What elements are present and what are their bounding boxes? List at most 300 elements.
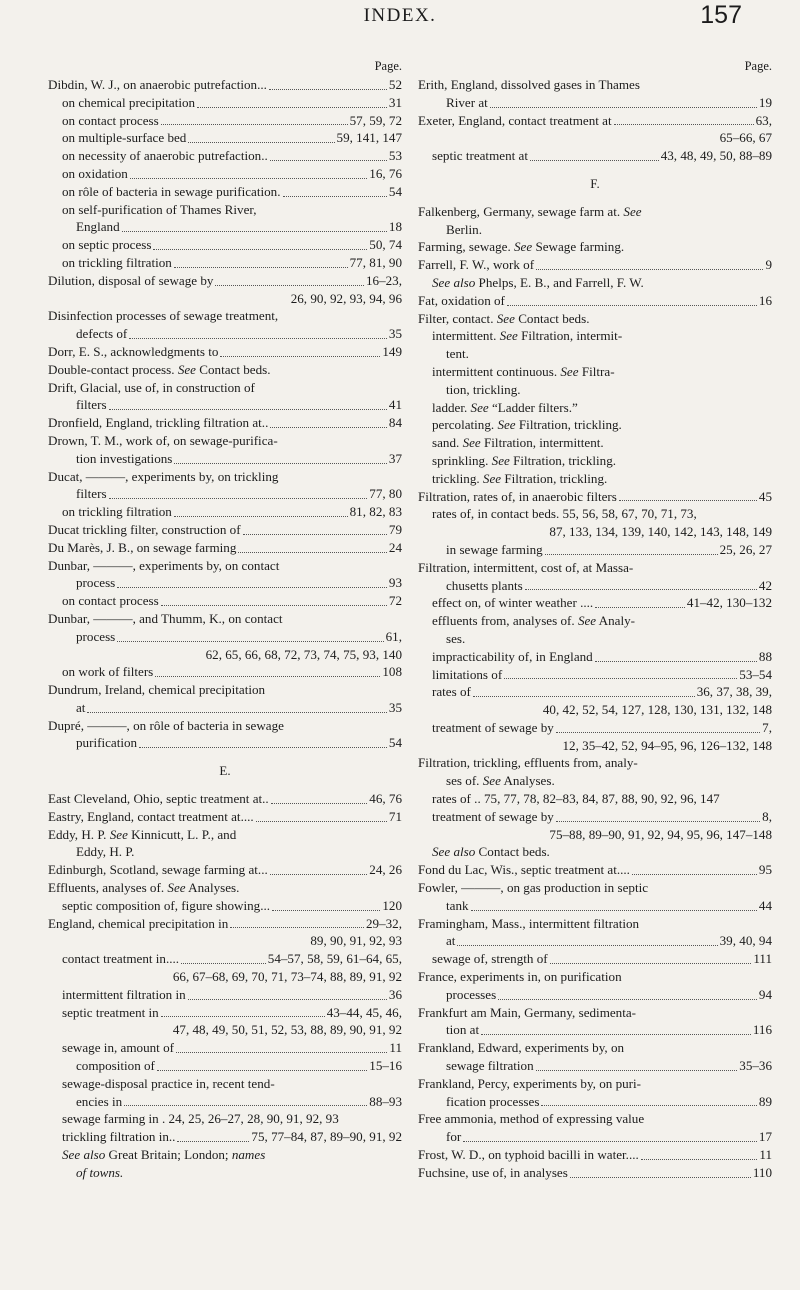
entry-text: Dupré, ———, on rôle of bacteria in sewage <box>48 717 284 733</box>
see-reference: See <box>177 361 196 377</box>
page-refs: 52 <box>388 77 402 92</box>
entry-text: on contact process <box>62 112 159 128</box>
entry-text: Edinburgh, Scotland, sewage farming at... <box>48 862 268 878</box>
section-letter: E. <box>219 763 231 779</box>
page-refs: 41–42, 130–132 <box>686 595 772 611</box>
entry-text: Framingham, Mass., intermittent filtration <box>418 915 640 931</box>
cross-reference-target: Phelps, E. B., and Farrell, F. W. <box>475 274 644 290</box>
index-entry <box>418 1164 772 1182</box>
index-entry <box>48 218 402 236</box>
dot-leader <box>619 499 757 501</box>
entry-text: treatment of sewage by <box>432 719 554 735</box>
index-entry-line <box>418 327 772 345</box>
index-entry-line <box>418 630 772 648</box>
entry-text: Drown, T. M., work of, on sewage-purifica- <box>48 432 278 448</box>
see-reference: See <box>491 452 510 468</box>
dot-leader <box>181 962 266 964</box>
index-entry <box>48 94 402 112</box>
index-entry-line <box>48 1075 402 1093</box>
dot-leader <box>238 551 387 553</box>
page-refs: 57, 59, 72 <box>349 112 402 128</box>
entry-text: percolating. <box>432 417 498 433</box>
page-refs: 37 <box>388 450 402 466</box>
see-also-reference: of towns. <box>76 1164 124 1180</box>
dot-leader <box>271 802 368 804</box>
index-entry-line <box>48 843 402 861</box>
dot-leader <box>243 533 387 535</box>
index-entry-line <box>418 434 772 452</box>
index-entry-line <box>48 610 402 628</box>
entry-text: tank <box>446 897 469 913</box>
index-entry-line <box>418 754 772 772</box>
entry-text: septic composition of, figure showing... <box>62 897 271 913</box>
index-entry <box>48 236 402 254</box>
index-entry <box>48 734 402 752</box>
entry-text: Dundrum, Ireland, chemical precipitation <box>48 682 266 698</box>
entry-text: Fat, oxidation of <box>418 292 505 308</box>
index-entry-line <box>48 1146 402 1164</box>
page-refs-continued: 47, 48, 49, 50, 51, 52, 53, 88, 89, 90, 91, 92 <box>172 1022 402 1038</box>
page-refs-continued: 89, 90, 91, 92, 93 <box>310 933 402 949</box>
dot-leader <box>109 497 368 499</box>
see-reference: See <box>109 826 128 842</box>
entry-text: River at <box>446 94 488 110</box>
page-refs-continued: 40, 42, 52, 54, 127, 128, 130, 131, 132, 148 <box>542 702 772 718</box>
see-reference: See <box>560 363 579 379</box>
page-refs: 54 <box>388 735 402 751</box>
page-refs-continued: 26, 90, 92, 93, 94, 96 <box>290 290 402 306</box>
entry-text: tion investigations <box>76 450 173 466</box>
index-entry <box>418 1093 772 1111</box>
dot-leader <box>139 746 387 748</box>
page-refs: 93 <box>388 575 402 591</box>
entry-text: on self-purification of Thames River, <box>62 201 257 217</box>
page-refs: 54 <box>388 183 402 199</box>
index-entry <box>418 577 772 595</box>
entry-text: sewage in, amount of <box>62 1040 174 1056</box>
index-entry <box>48 414 402 432</box>
index-entry <box>418 1057 772 1075</box>
page-refs-continued: 87, 133, 134, 139, 140, 142, 143, 148, 149 <box>549 524 772 540</box>
entry-text: on multiple-surface bed <box>62 130 187 146</box>
cross-reference-target: Analyses. <box>185 880 240 896</box>
index-column-right <box>418 58 772 1182</box>
entry-text: process <box>76 575 116 591</box>
index-entry <box>418 950 772 968</box>
index-entry-line <box>48 826 402 844</box>
index-entry <box>48 861 402 879</box>
index-entry <box>418 986 772 1004</box>
entry-text: filters <box>76 486 107 502</box>
page-refs: 11 <box>389 1040 402 1056</box>
entry-text: encies in <box>76 1093 123 1109</box>
entry-text: Dronfield, England, trickling filtration at.. <box>48 415 269 431</box>
index-entry-line <box>48 201 402 219</box>
dot-leader <box>570 1176 751 1178</box>
entry-text: Dorr, E. S., acknowledgments to <box>48 343 219 359</box>
entry-text: Ducat, ———, experiments by, on trickling <box>48 468 279 484</box>
index-column-left <box>48 58 402 1182</box>
dot-leader <box>498 998 757 1000</box>
dot-leader <box>220 355 380 357</box>
page-refs: 35–36 <box>739 1058 772 1074</box>
dot-leader <box>269 88 387 90</box>
column-page-label: Page. <box>744 59 772 73</box>
dot-leader <box>536 268 763 270</box>
entry-text: impracticability of, in England <box>432 648 593 664</box>
entry-text: Fond du Lac, Wis., septic treatment at.... <box>418 862 630 878</box>
entry-text: Frankland, Edward, experiments by, on <box>418 1040 625 1056</box>
index-entry-line <box>418 310 772 328</box>
page-refs: 43–44, 45, 46, <box>326 1004 402 1020</box>
dot-leader <box>614 123 754 125</box>
entry-text: England, chemical precipitation in <box>48 915 229 931</box>
page-refs: 15–16 <box>369 1058 402 1074</box>
page-refs: 95 <box>758 862 772 878</box>
dot-leader <box>556 820 760 822</box>
see-reference: See <box>167 880 186 896</box>
see-reference: See <box>514 239 533 255</box>
dot-leader <box>270 159 387 161</box>
entry-text: Berlin. <box>446 221 483 237</box>
entry-text: on rôle of bacteria in sewage purification. <box>62 183 281 199</box>
see-reference: See <box>496 310 515 326</box>
index-entry-line <box>418 76 772 94</box>
entry-text: Dunbar, ———, experiments by, on contact <box>48 557 280 573</box>
index-entry <box>418 719 772 737</box>
index-entry <box>418 256 772 274</box>
index-entry <box>48 1039 402 1057</box>
entry-text: composition of <box>76 1058 155 1074</box>
cross-reference-target: Contact beds. <box>514 310 590 326</box>
dot-leader <box>507 304 757 306</box>
dot-leader <box>283 195 387 197</box>
see-also-reference: See also <box>432 844 476 860</box>
entry-text: Frost, W. D., on typhoid bacilli in water.... <box>418 1147 639 1163</box>
page-refs-continued: 65–66, 67 <box>719 130 772 146</box>
entry-text: sewage-disposal practice in, recent tend- <box>62 1075 275 1091</box>
dot-leader <box>215 284 364 286</box>
entry-text: chusetts plants <box>446 577 523 593</box>
section-letter: F. <box>590 175 600 191</box>
index-entry-line <box>418 274 772 292</box>
see-also-reference: See also <box>432 274 476 290</box>
dot-leader <box>161 604 387 606</box>
index-entry-line <box>418 1075 772 1093</box>
dot-leader <box>256 820 387 822</box>
dot-leader <box>197 106 387 108</box>
index-entry <box>418 541 772 559</box>
dot-leader <box>124 1104 367 1106</box>
page-refs: 46, 76 <box>369 791 402 807</box>
index-entry <box>48 272 402 290</box>
dot-leader <box>157 1069 367 1071</box>
index-entry <box>48 183 402 201</box>
entry-text: Frankland, Percy, experiments by, on puri- <box>418 1075 642 1091</box>
entry-text: ladder. <box>432 399 471 415</box>
entry-text: on trickling filtration <box>62 254 172 270</box>
entry-text: fication processes <box>446 1093 540 1109</box>
dot-leader <box>490 106 757 108</box>
entry-text: Dilution, disposal of sewage by <box>48 272 214 288</box>
entry-text: France, experiments in, on purification <box>418 969 622 985</box>
entry-text: rates of <box>432 684 471 700</box>
dot-leader <box>188 998 387 1000</box>
dot-leader <box>161 1015 325 1017</box>
entry-text: in sewage farming <box>446 541 543 557</box>
index-entry-line <box>48 432 402 450</box>
page-refs-continued: 12, 35–42, 52, 94–95, 96, 126–132, 148 <box>562 737 772 753</box>
page-refs-continued: 62, 65, 66, 68, 72, 73, 74, 75, 93, 140 <box>205 646 402 662</box>
index-entry-line <box>418 221 772 239</box>
see-also-reference: See also <box>62 1147 106 1163</box>
index-entry <box>48 76 402 94</box>
entry-text: trickling filtration in.. <box>62 1129 176 1145</box>
index-entry-line <box>418 381 772 399</box>
index-entry-line <box>418 238 772 256</box>
entry-text: Effluents, analyses of. <box>48 880 168 896</box>
index-entry-line <box>48 1164 402 1182</box>
entry-text: Filtration, trickling, effluents from, analy- <box>418 755 638 771</box>
page-refs-continued: 66, 67–68, 69, 70, 71, 73–74, 88, 89, 91, 92 <box>172 969 402 985</box>
dot-leader <box>471 909 757 911</box>
entry-text: ses. <box>446 630 466 646</box>
entry-text: on work of filters <box>62 664 154 680</box>
page-refs: 54–57, 58, 59, 61–64, 65, <box>267 951 402 967</box>
index-entry <box>48 897 402 915</box>
index-entry <box>48 915 402 933</box>
dot-leader <box>122 230 387 232</box>
dot-leader <box>117 586 387 588</box>
page-refs: 24 <box>388 539 402 555</box>
dot-leader <box>174 515 348 517</box>
index-entry-line <box>48 717 402 735</box>
page-refs: 63, <box>755 112 772 128</box>
page-refs: 8, <box>762 808 772 824</box>
index-entry <box>418 594 772 612</box>
cross-reference-target: Contact beds. <box>475 844 550 860</box>
page-number: 157 <box>700 1 742 29</box>
index-entry-line <box>418 559 772 577</box>
index-entry <box>48 790 402 808</box>
entry-text: on chemical precipitation <box>62 94 196 110</box>
cross-reference-target: Sewage farming. <box>532 239 625 255</box>
index-entry <box>48 1057 402 1075</box>
page-refs: 50, 74 <box>369 237 402 253</box>
page-refs: 18 <box>388 219 402 235</box>
page-refs: 31 <box>388 94 402 110</box>
see-reference: See <box>482 470 502 486</box>
dot-leader <box>556 731 760 733</box>
page-refs: 7, <box>762 719 772 735</box>
see-reference: See <box>577 613 597 629</box>
entry-text: on contact process <box>62 593 159 609</box>
entry-text: effluents from, analyses of. <box>432 613 578 629</box>
entry-text: Exeter, England, contact treatment at <box>418 112 612 128</box>
index-entry <box>48 592 402 610</box>
page-refs: 71 <box>388 808 402 824</box>
dot-leader <box>130 177 367 179</box>
page-refs: 43, 48, 49, 50, 88–89 <box>660 148 772 164</box>
page-refs: 59, 141, 147 <box>336 130 402 146</box>
cross-reference-target: Filtration, intermit- <box>517 328 623 344</box>
page-refs: 42 <box>758 577 772 593</box>
dot-leader <box>177 1140 249 1142</box>
dot-leader <box>230 926 364 928</box>
see-also-names: names <box>228 1147 266 1163</box>
dot-leader <box>272 909 380 911</box>
entry-text: processes <box>446 986 497 1002</box>
page-refs: 25, 26, 27 <box>719 541 772 557</box>
dot-leader <box>545 553 718 555</box>
dot-leader <box>87 711 386 713</box>
entry-text: treatment of sewage by <box>432 808 554 824</box>
index-entry-line <box>418 399 772 417</box>
index-entry-line <box>48 361 402 379</box>
dot-leader <box>525 588 757 590</box>
page-refs: 94 <box>758 986 772 1002</box>
index-entry-line <box>418 612 772 630</box>
page-refs: 53 <box>388 148 402 164</box>
entry-text: intermittent filtration in <box>62 986 186 1002</box>
dot-leader <box>595 660 757 662</box>
index-entry-line <box>418 416 772 434</box>
page-refs: 88–93 <box>369 1093 402 1109</box>
dot-leader <box>541 1104 756 1106</box>
page-refs: 120 <box>382 897 402 913</box>
index-entry <box>48 950 402 968</box>
entry-text: Free ammonia, method of expressing value <box>418 1111 645 1127</box>
entry-text: Eddy, H. P. <box>48 826 110 842</box>
cross-reference-target: Filtration, trickling. <box>515 417 622 433</box>
page-refs: 111 <box>753 951 772 967</box>
index-entry <box>48 254 402 272</box>
index-entry <box>48 539 402 557</box>
index-entry <box>418 94 772 112</box>
dot-leader <box>161 123 348 125</box>
index-entry-line <box>418 203 772 221</box>
page-refs: 24, 26 <box>369 862 402 878</box>
index-entry <box>48 325 402 343</box>
page-refs: 79 <box>388 521 402 537</box>
index-entry <box>48 503 402 521</box>
page-refs: 116 <box>752 1022 772 1038</box>
index-entry <box>418 932 772 950</box>
entry-text: Double-contact process. <box>48 361 178 377</box>
index-entry <box>418 112 772 130</box>
index-entry-line <box>48 557 402 575</box>
index-entry <box>48 628 402 646</box>
dot-leader <box>174 266 348 268</box>
index-entry <box>48 343 402 361</box>
entry-text: Farming, sewage. <box>418 239 514 255</box>
see-reference: See <box>499 328 518 344</box>
dot-leader <box>153 248 367 250</box>
index-entry-line <box>418 1110 772 1128</box>
entry-text: Dunbar, ———, and Thumm, K., on contact <box>48 610 283 626</box>
page-refs: 39, 40, 94 <box>719 933 772 949</box>
entry-text: purification <box>76 735 138 751</box>
index-entry-line <box>418 843 772 861</box>
entry-text: limitations of <box>432 666 503 682</box>
page-refs: 41 <box>388 397 402 413</box>
entry-text: Drift, Glacial, use of, in construction of <box>48 379 255 395</box>
page-refs: 35 <box>388 699 402 715</box>
entry-text: sewage farming in . 24, 25, 26–27, 28, 90, 91, 92, 93 <box>62 1111 339 1127</box>
dot-leader <box>504 677 737 679</box>
dot-leader <box>117 640 383 642</box>
index-entry <box>418 808 772 826</box>
entry-text: England <box>76 219 120 235</box>
dot-leader <box>270 873 368 875</box>
entry-text: on oxidation <box>62 165 128 181</box>
entry-text: trickling. <box>432 470 483 486</box>
page-refs: 35 <box>388 326 402 342</box>
index-entry <box>418 1128 772 1146</box>
page-refs: 88 <box>758 648 772 664</box>
column-page-label: Page. <box>374 59 402 73</box>
index-entry-line <box>418 345 772 363</box>
page-refs: 110 <box>752 1164 772 1180</box>
index-entry <box>418 648 772 666</box>
index-entry-line <box>48 681 402 699</box>
index-entry <box>48 663 402 681</box>
cross-reference-target: Filtration, trickling. <box>501 470 608 486</box>
page-refs: 84 <box>388 415 402 431</box>
index-entry <box>48 808 402 826</box>
entry-text: tion, trickling. <box>446 381 521 397</box>
entry-text: Erith, England, dissolved gases in Thames <box>418 77 640 92</box>
index-entry-line <box>418 915 772 933</box>
index-entry <box>418 292 772 310</box>
index-entry <box>48 521 402 539</box>
index-entry-line <box>418 1039 772 1057</box>
entry-text: Fuchsine, use of, in analyses <box>418 1164 568 1180</box>
page-refs: 45 <box>758 488 772 504</box>
index-entry-line <box>418 879 772 897</box>
entry-text: rates of .. 75, 77, 78, 82–83, 84, 87, 88, 90, 92, 96, 147 <box>432 791 720 807</box>
entry-text: ses of. <box>446 773 483 789</box>
index-entry-line <box>48 468 402 486</box>
dot-leader <box>176 1051 387 1053</box>
entry-text: septic treatment at <box>432 148 528 164</box>
entry-text: rates of, in contact beds. 55, 56, 58, 67, 70, 71, 73, <box>432 506 697 522</box>
index-entry <box>418 897 772 915</box>
dot-leader <box>457 944 717 946</box>
index-entry-line <box>418 790 772 808</box>
index-entry <box>48 165 402 183</box>
index-entry <box>418 1146 772 1164</box>
entry-text: tion at <box>446 1022 480 1038</box>
index-entry <box>418 683 772 701</box>
page-refs: 77, 81, 90 <box>349 254 402 270</box>
entry-text: filters <box>76 397 107 413</box>
index-entry <box>418 147 772 165</box>
entry-text: intermittent continuous. <box>432 363 561 379</box>
entry-text: defects of <box>76 326 128 342</box>
entry-text: Frankfurt am Main, Germany, sedimenta- <box>418 1004 637 1020</box>
entry-text: Falkenberg, Germany, sewage farm at. <box>418 203 624 219</box>
dot-leader <box>109 408 387 410</box>
page-refs: 9 <box>765 257 772 273</box>
dot-leader <box>481 1033 751 1035</box>
entry-text: Disinfection processes of sewage treatment, <box>48 308 279 324</box>
index-entry <box>48 485 402 503</box>
entry-text: at <box>446 933 456 949</box>
page-refs: 29–32, <box>365 915 402 931</box>
page-refs: 53–54 <box>739 666 772 682</box>
page-refs: 36, 37, 38, 39, <box>696 684 772 700</box>
